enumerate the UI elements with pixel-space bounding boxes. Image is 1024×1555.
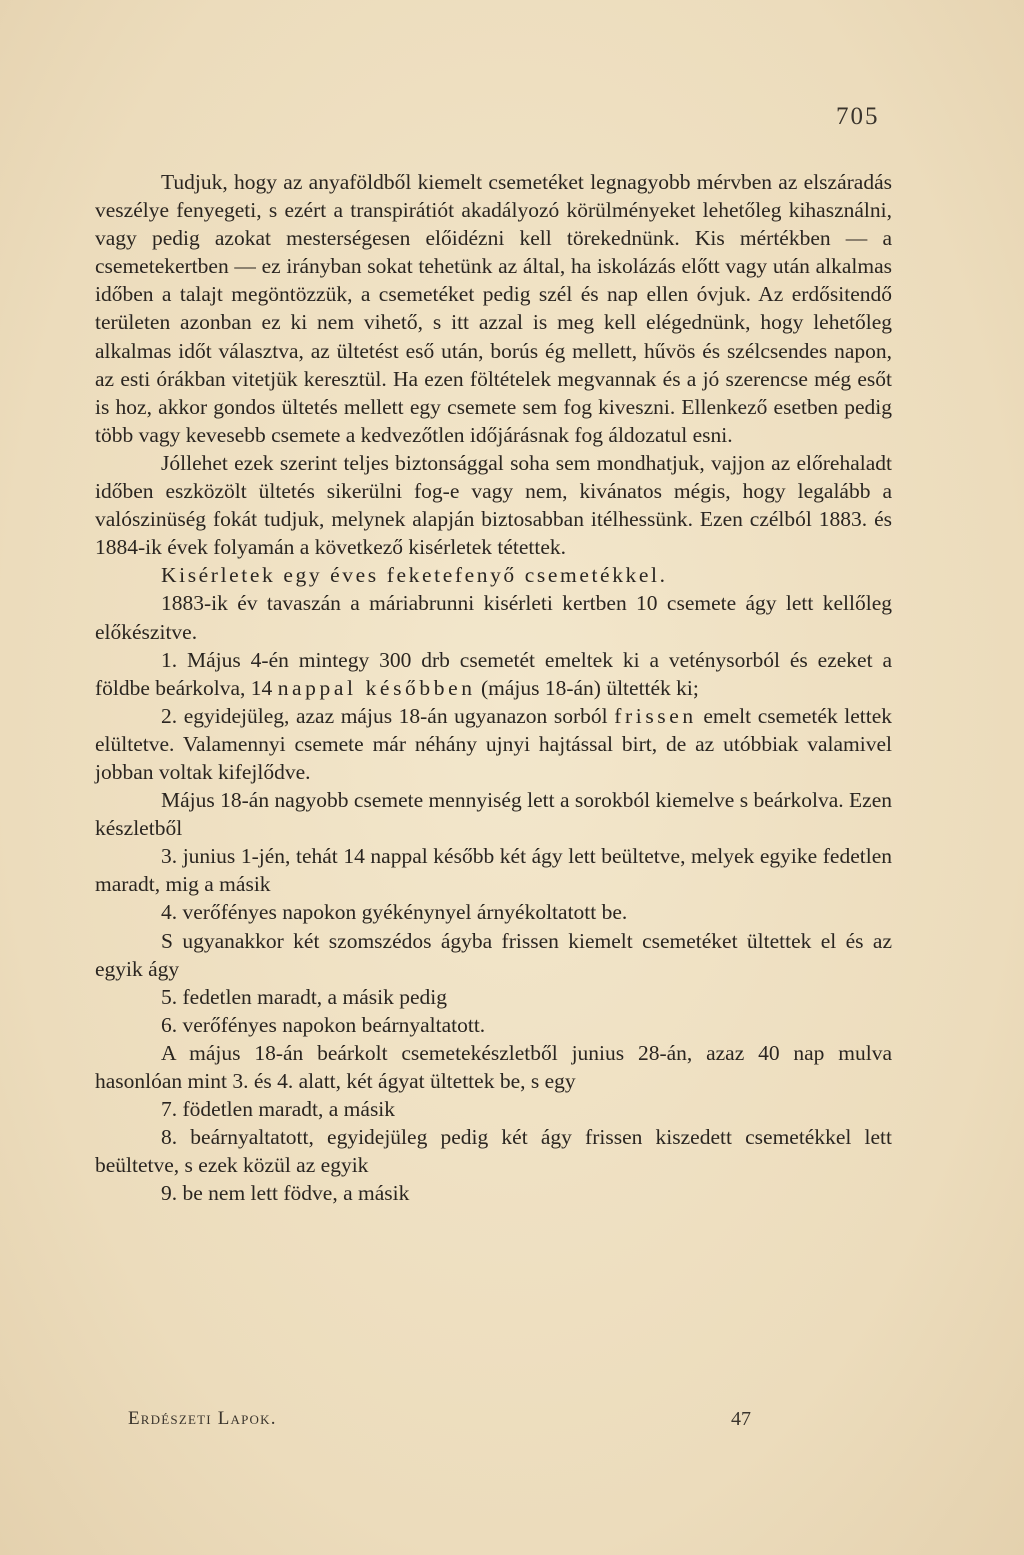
paragraph: 7. födetlen maradt, a másik xyxy=(161,1097,396,1122)
journal-title: Erdészeti Lapok. xyxy=(128,1408,277,1429)
paragraph: 8. beárnyaltatott, egyidejüleg pedig két ágy frissen kiszedett csemetékkel lett beültetve, s ezek közül az egyik xyxy=(95,1125,892,1178)
paragraph: S ugyanakkor két szomszédos ágyba frissen kiemelt csemetéket ültettek el és az egyik ágy xyxy=(95,928,892,981)
paragraph-text: 1. Május 4-én mintegy 300 drb csemetét emeltek ki a veténysorból és ezeket a földbe beárkolva, 14 xyxy=(95,647,892,700)
paragraph: 6. verőfényes napokon beárnyaltatott. xyxy=(161,1012,486,1037)
paragraph: 5. fedetlen maradt, a másik pedig xyxy=(161,984,447,1009)
paragraph-text: (május 18-án) ültették ki; xyxy=(480,675,699,700)
paragraph-text: 2. egyidejüleg, azaz május 18-án ugyanazon sorból xyxy=(161,703,608,728)
paragraph: A május 18-án beárkolt csemetekészletből junius 28-án, azaz 40 nap mulva hasonlóan mint 3. és 4. alatt, két ágyat ültettek be, s egy xyxy=(95,1040,892,1093)
emphasized-text: frissen xyxy=(614,703,697,728)
paragraph xyxy=(95,702,892,786)
paragraph: 3. junius 1-jén, tehát 14 nappal később két ágy lett beültetve, melyek egyike fedetlen maradt, mig a másik xyxy=(95,844,892,897)
paragraph: 1883-ik év tavaszán a máriabrunni kisérleti kertben 10 csemete ágy lett kellőleg előkészitve. xyxy=(95,591,892,644)
emphasized-text: nappal későbben xyxy=(277,675,476,700)
paragraph: Május 18-án nagyobb csemete mennyiség lett a sorokból kiemelve s beárkolva. Ezen készletből xyxy=(95,788,892,841)
paragraph: Jóllehet ezek szerint teljes biztonsággal soha sem mondhatjuk, vajjon az előrehaladt időben eszközölt ültetés sikerülni fog-e vagy nem, kivánatos mégis, hogy legalább a valószinüség fokát tudjuk, melynek alapján biztosabban itélhessünk. Ezen czélból 1883. és 1884-ik évek folyamán a következő kisérletek tétettek. xyxy=(95,450,892,560)
paragraph: 9. be nem lett födve, a másik xyxy=(161,1181,410,1206)
page-number: 705 xyxy=(836,103,880,130)
signature-mark: 47 xyxy=(731,1408,751,1430)
body-text xyxy=(95,168,892,1207)
paragraph-text: emelt csemeték lettek elültetve. Valamennyi csemete már néhány ujnyi hajtással birt, de az utóbbiak valamivel jobban voltak kifejlődve. xyxy=(95,703,893,784)
section-heading: Kisérletek egy éves feketefenyő csemetékkel. xyxy=(161,563,668,588)
paragraph: Tudjuk, hogy az anyaföldből kiemelt csemetéket legnagyobb mérvben az elszáradás veszélye fenyegeti, s ezért a transpirátiót akadályozó körülményeket lehetőleg kihasználni, vagy pedig azokat mesterségesen előidézni kell törekednünk. Kis mértékben — a csemetekertben — ez irányban sokat tehetünk az által, ha iskolázás előtt vagy után alkalmas időben a talajt megöntözzük, a csemetéket pedig szél és nap ellen óvjuk. Az erdősitendő területen azonban ez ki nem vihető, s itt azzal is meg kell elégednünk, hogy lehetőleg alkalmas időt választva, az ültetést eső után, borús ég mellett, hűvös és szélcsendes napon, az esti órákban vitetjük keresztül. Ha ezen föltételek megvannak és a jó szerencse még esőt is hoz, akkor gondos ültetés mellett egy csemete sem fog kiveszni. Ellenkező esetben pedig több vagy kevesebb csemete a kedvezőtlen időjárásnak fog áldozatul esni. xyxy=(95,170,892,447)
paragraph xyxy=(95,646,892,702)
paragraph: 4. verőfényes napokon gyékénynyel árnyékoltatott be. xyxy=(161,900,628,925)
